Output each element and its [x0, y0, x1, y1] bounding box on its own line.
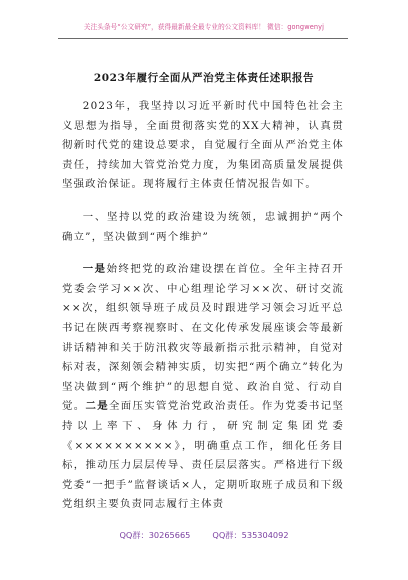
page-header — [0, 14, 408, 33]
document-title: 2023年履行全面从严治党主体责任述职报告 — [93, 72, 315, 84]
document-body — [62, 97, 344, 515]
section-body-paragraph — [62, 260, 344, 515]
point-two-lead: 二是 — [85, 400, 110, 413]
header-divider — [58, 38, 348, 39]
section-heading-1 — [62, 208, 344, 247]
footer-qq-group-2: QQ群：535304092 — [212, 530, 289, 540]
header-promo-text: 关注头条号“公文研究”，获得最新最全最专业的公文资料库！ 微信：gongwenyj — [83, 23, 325, 31]
point-one-lead: 一是 — [82, 263, 107, 276]
section-heading-text: 一、坚持以党的政治建设为统领，忠诚拥护“两个确立”，坚决做到“两个维护” — [62, 210, 344, 243]
footer-qq-group-1: QQ群：30265665 — [119, 530, 191, 540]
intro-paragraph — [62, 97, 344, 195]
point-one-text: 始终把党的政治建设摆在首位。全年主持召开党委会学习××次、中心组理论学习××次、研讨交流××次，组织领导班子成员及时跟进学习领会习近平总书记在陕西考察视察时、在文化传承发展座谈会等最新讲话精神和关于防汛救灾等最新指示批示精神，自觉对标对表，深刻领会精神实质，切实把“两个确立”转化为坚决做到“两个维护”的思想自觉、政治自觉、行动自觉。 — [62, 263, 345, 413]
point-two-text: 全面压实管党治党政治责任。作为党委书记坚持以上率下、身体力行，研究制定集团党委《××××××××××》，明确重点工作，细化任务目标，推动压力层层传导、责任层层落实。严格进行下级党委“一把手”监督谈话×人，定期听取班子成员和下级党组织主要负责同志履行主体责 — [62, 400, 344, 511]
intro-text: 2023年，我坚持以习近平新时代中国特色社会主义思想为指导，全面贯彻落实党的XX大精神，认真贯彻新时代党的建设总要求，自觉履行全面从严治党主体责任，持续加大管党治党力度，为集团高质量发展提供坚强政治保证。现将履行主体责任情况报告如下。 — [62, 100, 344, 191]
page-footer — [0, 530, 408, 541]
